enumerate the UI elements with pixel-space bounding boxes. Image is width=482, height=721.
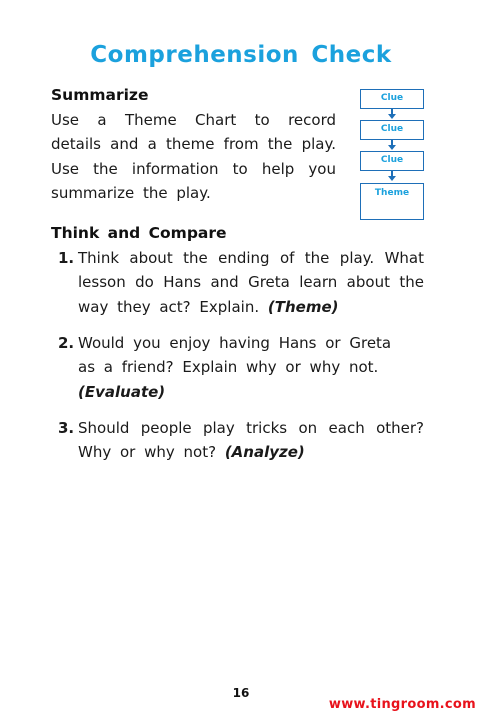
question-number: 1. — [58, 249, 75, 267]
question-item — [58, 416, 424, 465]
down-arrow-icon — [391, 109, 393, 115]
question-line: lesson do Hans and Greta learn about the — [78, 273, 424, 292]
theme-chart-clue-box: Clue — [360, 120, 424, 140]
summarize-paragraph — [51, 108, 336, 205]
summarize-heading: Summarize — [51, 86, 149, 104]
page-number: 16 — [232, 686, 250, 700]
summarize-line: details and a theme from the play. — [51, 135, 336, 154]
theme-chart-clue-box: Clue — [360, 89, 424, 109]
question-line: Should people play tricks on each other? — [78, 419, 424, 437]
question-line: Think about the ending of the play. What — [78, 249, 424, 267]
watermark: www.tingroom.com — [328, 697, 476, 712]
think-and-compare-heading: Think and Compare — [51, 224, 227, 242]
page-title: Comprehension Check — [90, 42, 392, 68]
down-arrow-icon — [391, 140, 393, 146]
question-line: Would you enjoy having Hans or Greta — [78, 334, 392, 352]
question-item — [58, 246, 424, 319]
question-number: 3. — [58, 419, 75, 437]
question-tag: (Theme) — [267, 297, 339, 316]
question-item — [58, 331, 424, 404]
down-arrow-icon — [391, 171, 393, 177]
theme-chart-clue-box: Clue — [360, 151, 424, 171]
summarize-line: Use a Theme Chart to record — [51, 111, 336, 129]
question-line: Why or why not? — [78, 443, 217, 462]
theme-chart — [360, 89, 428, 222]
theme-chart-theme-box: Theme — [360, 183, 424, 220]
question-line: as a friend? Explain why or why not. — [78, 358, 379, 377]
question-line: way they act? Explain. — [78, 297, 260, 316]
summarize-line: summarize the play. — [51, 183, 211, 202]
question-tag: (Analyze) — [224, 443, 305, 462]
question-tag: (Evaluate) — [78, 382, 166, 401]
question-number: 2. — [58, 334, 75, 352]
summarize-line: Use the information to help you — [51, 159, 336, 178]
